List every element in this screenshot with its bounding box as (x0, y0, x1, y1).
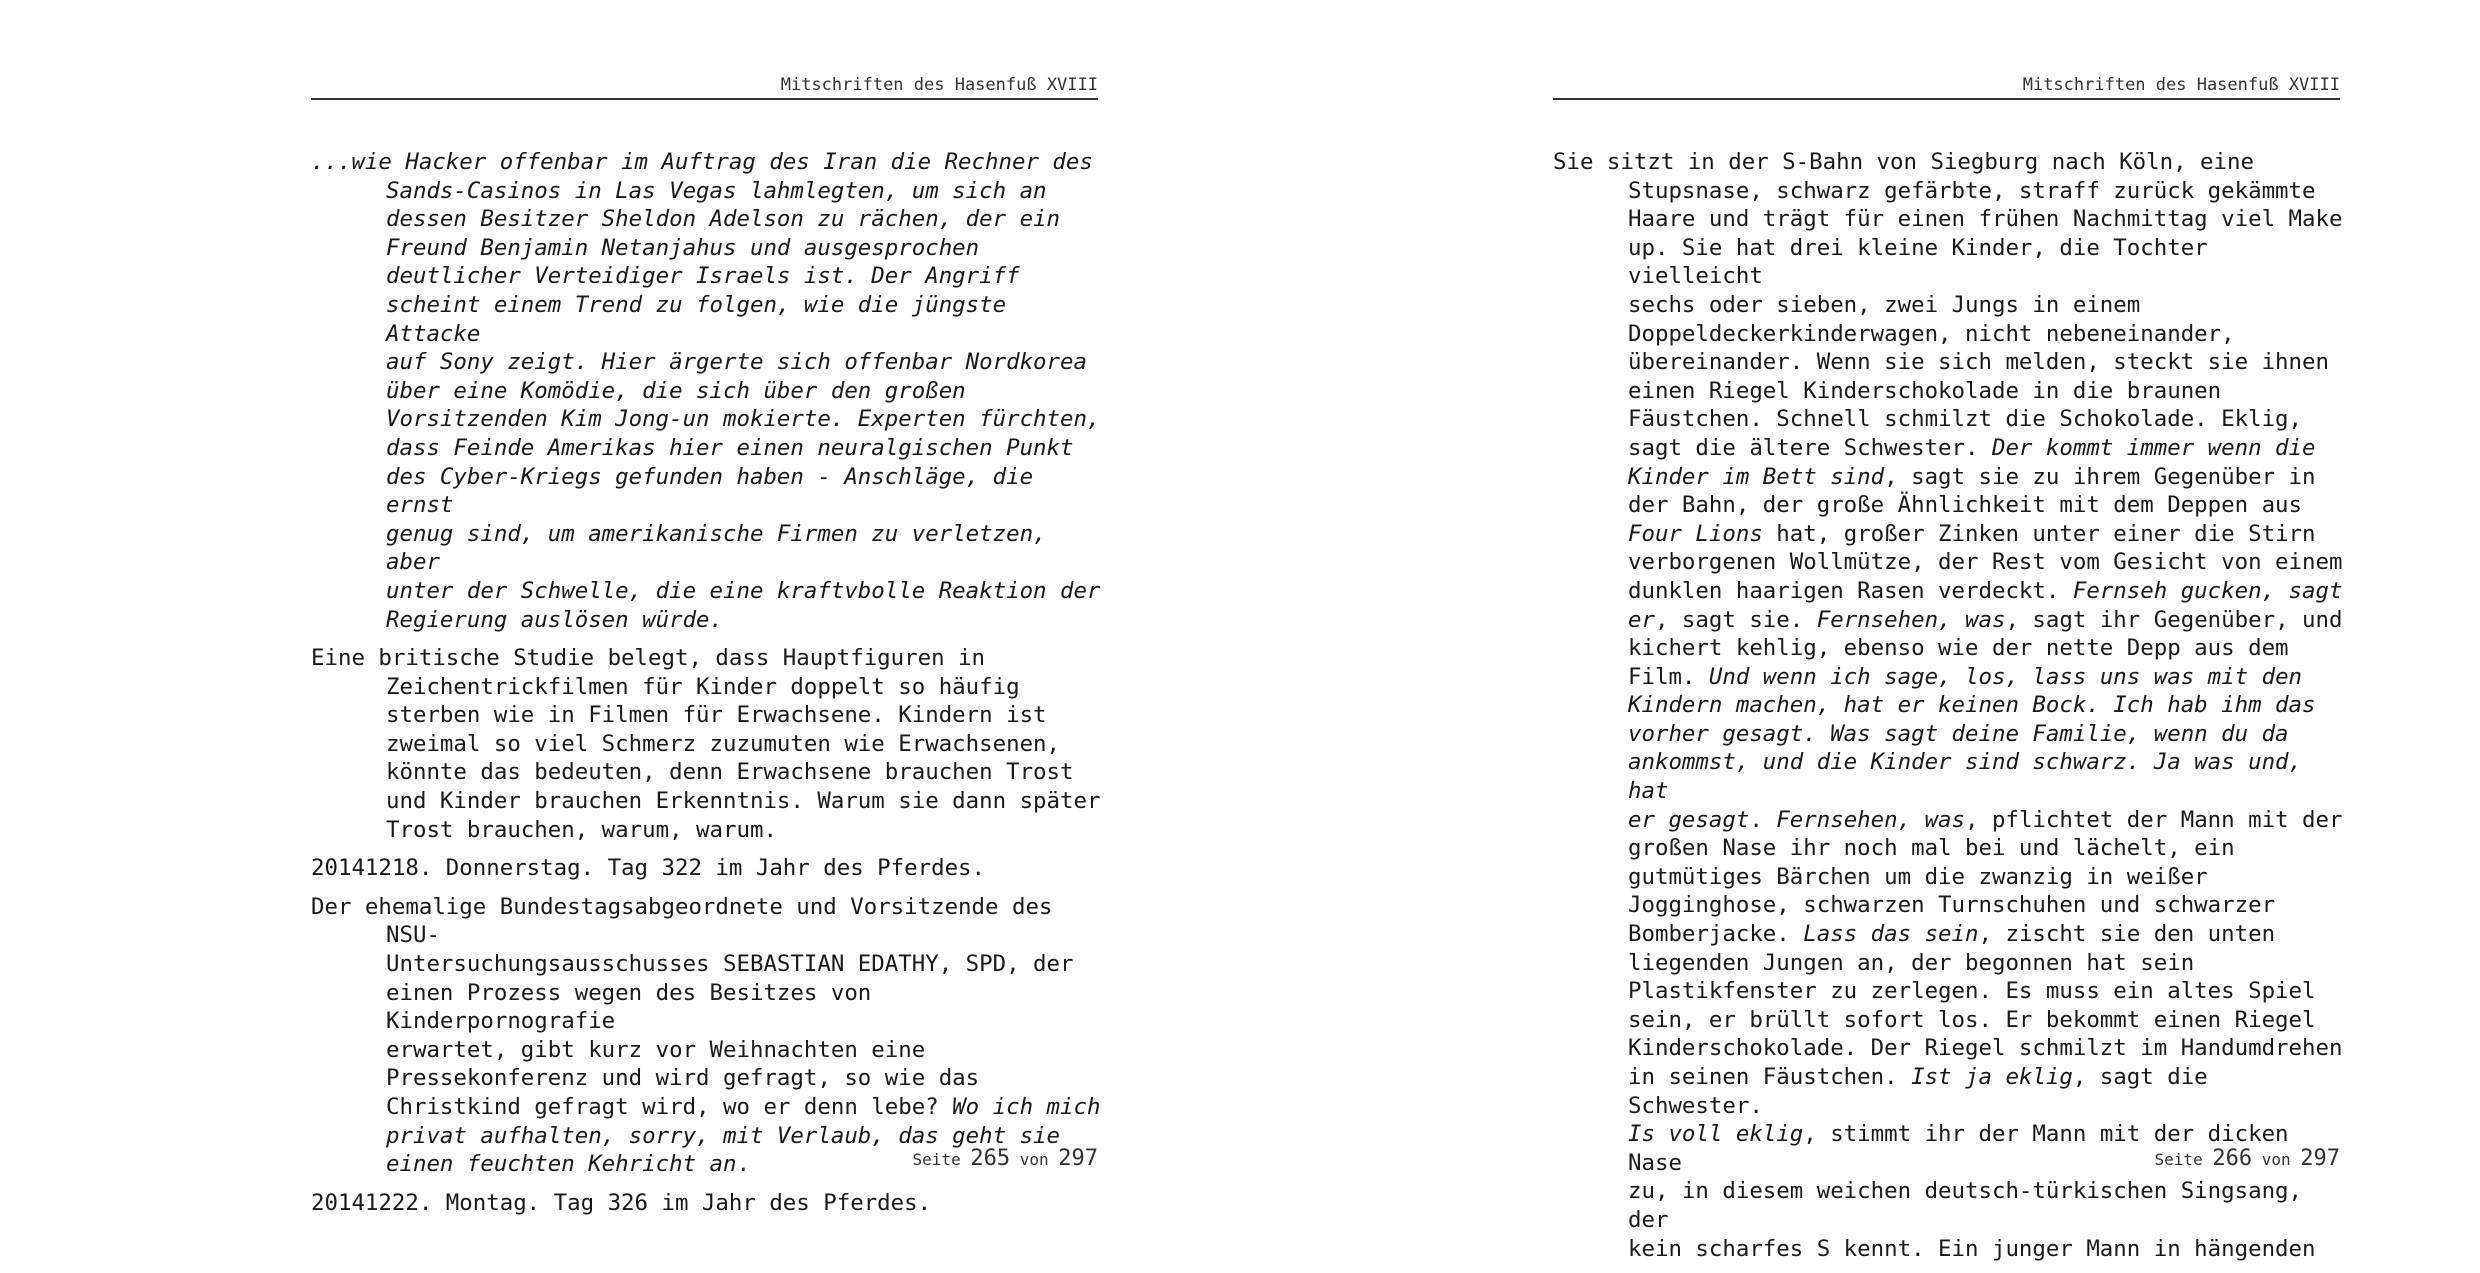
running-header: Mitschriften des Hasenfuß XVIII (311, 72, 1098, 100)
right-page (1240, 0, 2480, 1262)
text-run: , sagt sie. (1654, 606, 1817, 633)
paragraph (311, 148, 1111, 634)
page-footer (311, 1146, 1098, 1176)
footer-prefix: Seite (912, 1150, 971, 1169)
page-number: 266 (2212, 1146, 2253, 1171)
italic-text: Der kommt immer wenn die Kinder im Bett sind (1628, 434, 2316, 490)
italic-text: Und wenn ich sage, los, lass uns was mit den Kindern machen, hat er keinen Bock. Ich hab ihm das vorher gesagt. Was sagt deine Familie, wenn du da ankommst, und die Kinder sind schwarz. Ja was und, hat er gesagt (1628, 663, 2316, 833)
page-footer (1553, 1146, 2340, 1176)
italic-text: Ist ja eklig (1911, 1064, 2073, 1090)
text-run: 20141218. Donnerstag. Tag 322 im Jahr des Pferdes. (311, 855, 986, 882)
page-body (311, 148, 1111, 1227)
italic-text: Four Lions (1628, 520, 1763, 547)
page-total: 297 (2300, 1146, 2340, 1171)
text-run: . (736, 1151, 750, 1178)
text-run: . (1749, 806, 1777, 833)
paragraph (311, 644, 1111, 844)
text-run: , zischt sie den unten liegenden Jungen an, der begonnen hat sein Plastikfenster zu zerlegen. Es muss ein altes Spiel sein, er brüllt sofort los. Er bekommt einen Riegel Kinderschokolade. Der Riegel schmilzt im Handumdrehen in seinen Fäustchen. (1628, 921, 2343, 1090)
page-total: 297 (1058, 1146, 1098, 1171)
text-run: , sagt die Schwester. (1628, 1064, 2208, 1119)
text-run: 20141222. Montag. Tag 326 im Jahr des Pferdes. (311, 1189, 932, 1216)
italic-text: Fernsehen, was (1776, 806, 1966, 833)
paragraph (1553, 148, 2353, 1263)
text-run: , stimmt ihr der Mann mit der dicken Nase zu, in diesem weichen deutsch-türkischen Singsang, der kein scharfes S kennt. Ein junger Mann in hängenden (1628, 1121, 2316, 1262)
footer-mid: von (1010, 1150, 1059, 1169)
text-run: Eine britische Studie belegt, dass Hauptfiguren in Zeichentrickfilmen für Kinder doppelt so häufig sterben wie in Filmen für Erwachsene. Kindern ist zweimal so viel Schmerz zuzumuten wie Erwachsenen, könnte das bedeuten, denn Erwachsene brauchen Trost und Kinder brauchen Erkenntnis. Warum sie dann später Trost brauchen, warum, warum. (311, 645, 1101, 843)
text-run: Der ehemalige Bundestagsabgeordnete und Vorsitzende des NSU- Untersuchungsausschusses SEBASTIAN EDATHY, SPD, der einen Prozess wegen des Besitzes von Kinderpornografie erwartet, gibt kurz vor Weihnachten eine Pressekonferenz und wird gefragt, so wie das Christkind gefragt wird, wo er denn lebe? (311, 893, 1074, 1120)
italic-text: Lass das sein (1803, 921, 1979, 948)
text-run: , sagt sie zu ihrem Gegenüber in der Bahn, der große Ähnlichkeit mit dem Deppen aus (1628, 463, 2316, 519)
paragraph (311, 1189, 1111, 1218)
text-run: Sie sitzt in der S-Bahn von Siegburg nach Köln, eine Stupsnase, schwarz gefärbte, straff zurück gekämmte Haare und trägt für einen frühen Nachmittag viel Make up. Sie hat drei kleine Kinder, die Tochter vielleicht sechs oder sieben, zwei Jungs in einem Doppeldeckerkinderwagen, nicht nebeneinander, übereinander. Wenn sie sich melden, steckt sie ihnen einen Riegel Kinderschokolade in die braunen Fäustchen. Schnell schmilzt die Schokolade. Eklig, sagt die ältere Schwester. (1553, 149, 2343, 461)
running-header: Mitschriften des Hasenfuß XVIII (1553, 72, 2340, 100)
footer-prefix: Seite (2154, 1150, 2213, 1169)
italic-text: Is voll eklig (1628, 1121, 1804, 1148)
left-page (0, 0, 1240, 1240)
paragraph (311, 893, 1111, 1179)
page-number: 265 (970, 1146, 1011, 1171)
italic-text: Fernsehen, was (1816, 606, 2006, 633)
footer-mid: von (2252, 1150, 2301, 1169)
italic-text: Wo ich mich privat aufhalten, sorry, mit Verlaub, das geht sie einen feuchten Kehricht an (386, 1094, 1101, 1178)
text-run: , pflichtet der Mann mit der großen Nase ihr noch mal bei und lächelt, ein gutmütiges Bärchen um die zwanzig in weißer Jogginghose, schwarzen Turnschuhen und schwarzer Bomberjacke. (1628, 806, 2343, 948)
page-body (1553, 148, 2353, 1273)
text-run: hat, großer Zinken unter einer die Stirn verborgenen Wollmütze, der Rest vom Gesicht von einem dunklen haarigen Rasen verdeckt. (1628, 520, 2343, 604)
text-run: , sagt ihr Gegenüber, und kichert kehlig, ebenso wie der nette Depp aus dem Film. (1628, 606, 2343, 690)
paragraph (311, 854, 1111, 883)
italic-text: ...wie Hacker offenbar im Auftrag des Iran die Rechner des Sands-Casinos in Las Vegas lahmlegten, um sich an dessen Besitzer Sheldon Adelson zu rächen, der ein Freund Benjamin Netanjahus und ausgesprochen deutlicher Verteidiger Israels ist. Der Angriff scheint einem Trend zu folgen, wie die jüngste Attacke auf Sony zeigt. Hier ärgerte sich offenbar Nordkorea über eine Komödie, die sich über den großen Vorsitzenden Kim Jong-un mokierte. Experten fürchten, dass Feinde Amerikas hier einen neuralgischen Punkt des Cyber-Kriegs gefunden haben - Anschläge, die ernst genug sind, um amerikanische Firmen zu verletzen, aber unter der Schwelle, die eine kraftvbolle Reaktion der Regierung auslösen würde. (311, 149, 1101, 633)
italic-text: Fernseh gucken, sagt er (1628, 577, 2343, 633)
